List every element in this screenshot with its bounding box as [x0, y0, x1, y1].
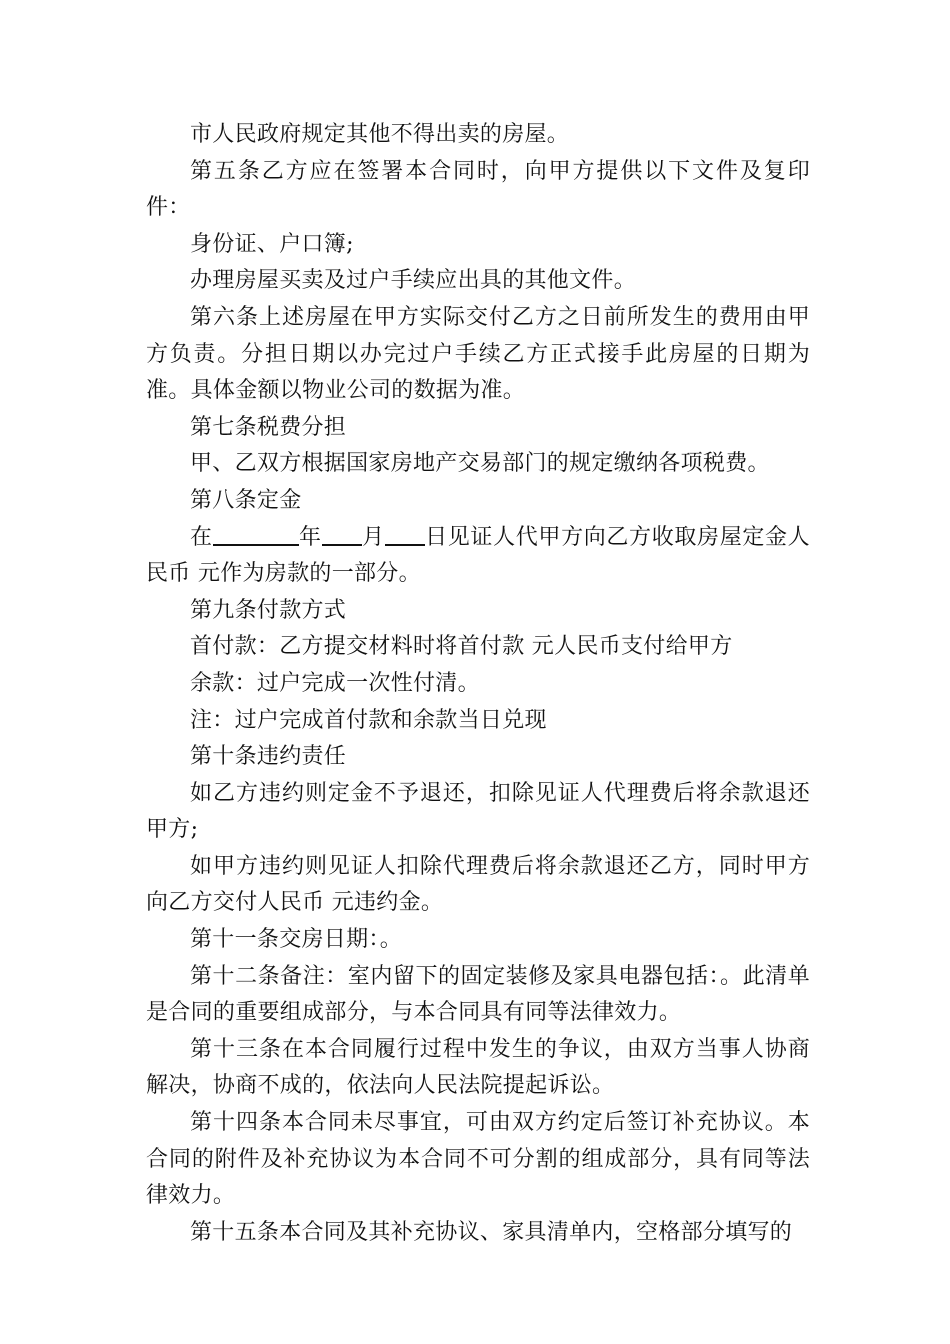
paragraph-article-6: 第六条上述房屋在甲方实际交付乙方之日前所发生的费用由甲方负责。分担日期以办完过户手续乙方正式接手此房屋的日期为准。具体金额以物业公司的数据为准。	[146, 304, 810, 404]
paragraph-id-documents: 身份证、户口簿;	[190, 231, 354, 257]
paragraph-taxes: 甲、乙双方根据国家房地产交易部门的规定缴纳各项税费。	[190, 451, 770, 477]
paragraph-prohibited-houses: 市人民政府规定其他不得出卖的房屋。	[190, 122, 570, 147]
contract-body	[146, 117, 810, 1251]
deposit-rest: 日见证人代甲方向乙方收取房屋定金人民币 元作为房款的一部分。	[146, 524, 810, 587]
paragraph-article-11: 第十一条交房日期：。	[190, 927, 403, 953]
paragraph-payment-note: 注：过户完成首付款和余款当日兑现	[190, 707, 547, 733]
paragraph-article-12: 第十二条备注：室内留下的固定装修及家具电器包括：。此清单是合同的重要组成部分，与本合同具有同等法律效力。	[146, 963, 810, 1026]
heading-article-8: 第八条定金	[190, 487, 302, 513]
deposit-year-label: 年	[298, 524, 322, 550]
day-blank[interactable]	[385, 522, 425, 546]
paragraph-article-13: 第十三条在本合同履行过程中发生的争议，由双方当事人协商解决，协商不成的，依法向人民法院提起诉讼。	[146, 1036, 810, 1099]
paragraph-deposit	[146, 520, 810, 593]
month-blank[interactable]	[322, 522, 362, 546]
year-blank[interactable]	[213, 522, 299, 546]
heading-article-10: 第十条违约责任	[190, 744, 347, 770]
paragraph-buyer-breach: 如乙方违约则定金不予退还，扣除见证人代理费后将余款退还甲方;	[146, 780, 810, 843]
paragraph-seller-breach: 如甲方违约则见证人扣除代理费后将余款退还乙方，同时甲方向乙方交付人民币 元违约金。	[146, 853, 810, 916]
paragraph-down-payment: 首付款：乙方提交材料时将首付款 元人民币支付给甲方	[190, 634, 733, 660]
paragraph-article-15: 第十五条本合同及其补充协议、家具清单内，空格部分填写的	[190, 1219, 793, 1245]
heading-article-9: 第九条付款方式	[190, 597, 347, 623]
deposit-prefix: 在	[190, 524, 213, 550]
deposit-month-label: 月	[361, 524, 385, 550]
paragraph-article-5: 第五条乙方应在签署本合同时，向甲方提供以下文件及复印件：	[146, 158, 810, 221]
heading-article-7: 第七条税费分担	[190, 414, 347, 440]
paragraph-other-documents: 办理房屋买卖及过户手续应出具的其他文件。	[190, 268, 637, 294]
paragraph-article-14: 第十四条本合同未尽事宜，可由双方约定后签订补充协议。本合同的附件及补充协议为本合同不可分割的组成部分，具有同等法律效力。	[146, 1110, 810, 1209]
paragraph-balance: 余款：过户完成一次性付清。	[190, 670, 480, 696]
